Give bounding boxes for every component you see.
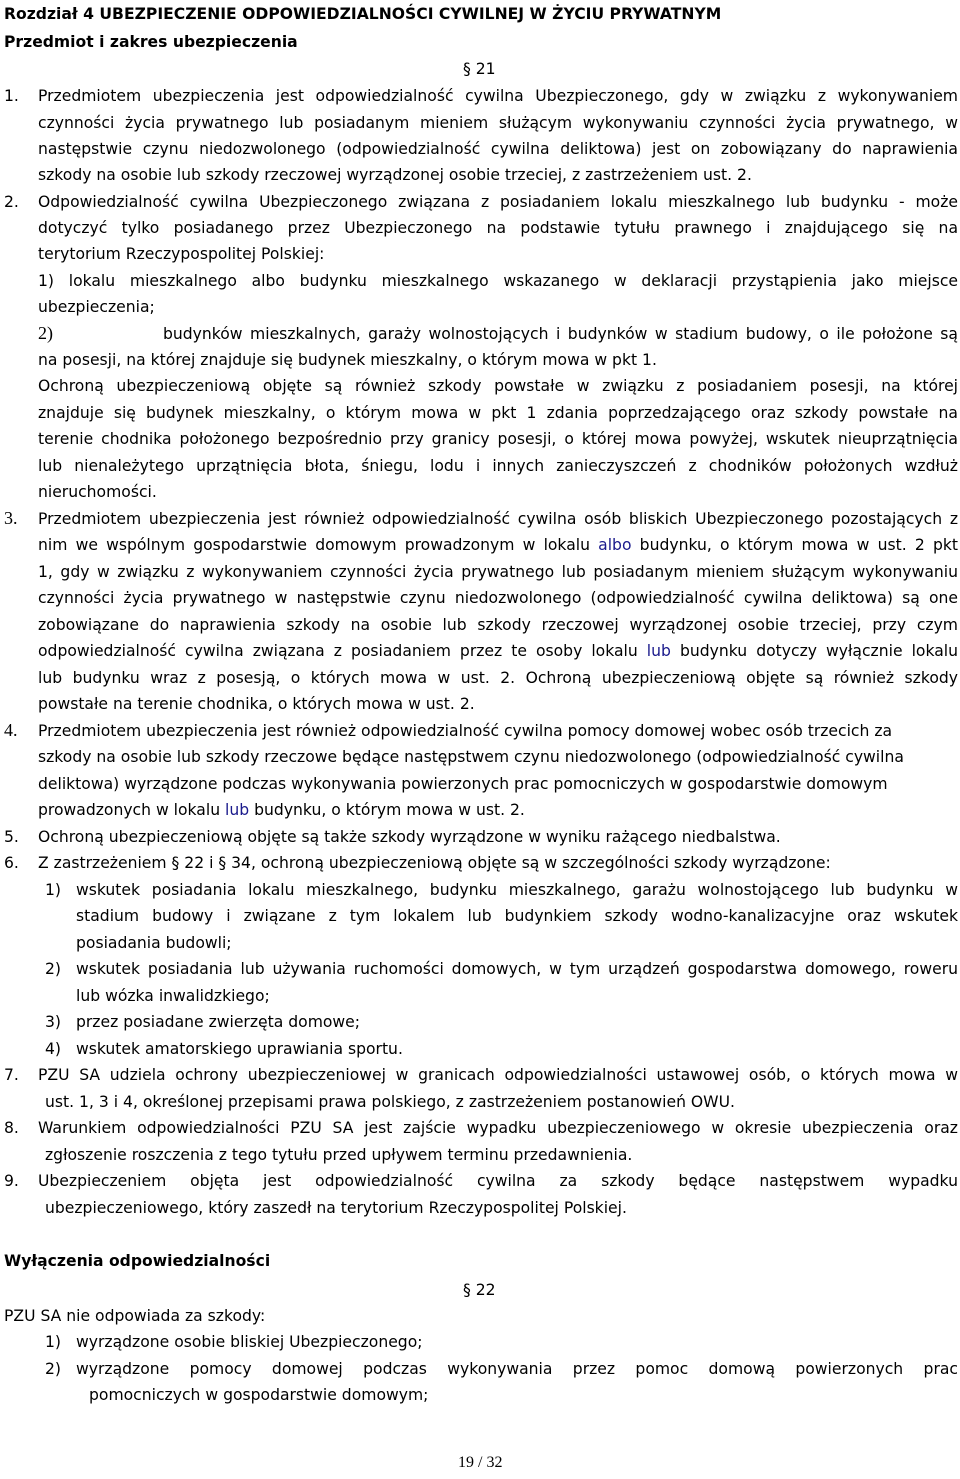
p4-line-1: Przedmiotem ubezpieczenia jest również odpowiedzialność cywilna pomocy domowej wobec osób trzecich za [38,722,893,740]
p5-line-1: Ochroną ubezpieczeniową objęte są także szkody wyrządzone w wyniku rażącego niedbalstwa. [38,828,781,846]
p6-item-4-number: 4) [45,1040,62,1058]
exclusions-intro: PZU SA nie odpowiada za szkody: [4,1307,266,1325]
p2-line-3: terytorium Rzeczypospolitej Polskiej: [38,245,325,263]
p3-line-7: lub budynku wraz z posesją, o których mowa w ust. 2. Ochroną ubezpieczeniową objęte są również szkody [38,669,958,687]
p1-number: 1. [4,87,19,105]
p6-line-1: Z zastrzeżeniem § 22 i § 34, ochroną ubezpieczeniową objęte są w szczególności szkody wyrządzone: [38,854,831,872]
p1-line-1: Przedmiotem ubezpieczenia jest odpowiedzialność cywilna Ubezpieczonego, gdy w związku z wykonywaniem [38,87,958,105]
p2-item-2-line-1: budynków mieszkalnych, garaży wolnostojących i budynków w stadium budowy, o ile położone są [163,325,958,343]
p3-line-6-part-3: budynku dotyczy wyłącznie lokalu [679,642,958,660]
p8-line-1: Warunkiem odpowiedzialności PZU SA jest zajście wypadku ubezpieczeniowego w okresie ubezpieczenia oraz [38,1119,958,1137]
p2-protection-line-4: lub nienależytego uprzątnięcia błota, śniegu, lodu i innych zanieczyszczeń z chodników położonych wzdłuż [38,457,958,475]
p2-protection-line-3: terenie chodnika położonego bezpośrednio przy granicy posesji, o której mowa powyżej, wskutek nieuprzątnięcia [38,430,958,448]
exclusion-item-2-line-1: wyrządzone pomocy domowej podczas wykonywania przez pomoc domową powierzonych prac [76,1360,958,1378]
p2-item-2-number: 2) [38,323,53,343]
p3-line-2-albo: albo [598,536,632,554]
p4-line-4 [38,799,525,821]
p2-number: 2. [4,193,19,211]
p3-line-2-part-1: nim we wspólnym gospodarstwie domowym prowadzonym w lokalu [38,536,590,554]
p8-line-2: zgłoszenie roszczenia z tego tytułu przed upływem terminu przedawnienia. [45,1146,633,1164]
p2-item-2-line-2: na posesji, na której znajduje się budynek mieszkalny, o którym mowa w pkt 1. [38,351,657,369]
p6-item-2-line-2: lub wózka inwalidzkiego; [76,987,270,1005]
p4-number: 4. [4,720,18,740]
p3-line-8: powstałe na terenie chodnika, o których mowa w ust. 2. [38,695,475,713]
p4-line-2: szkody na osobie lub szkody rzeczowe będące następstwem czynu niedozwolonego (odpowiedzialność cywilna [38,748,904,766]
exclusion-item-1-line-1: wyrządzone osobie bliskiej Ubezpieczonego; [76,1333,423,1351]
p3-line-1: Przedmiotem ubezpieczenia jest również odpowiedzialność cywilna osób bliskich Ubezpieczonego pozostających z [38,510,958,528]
page-number: 19 / 32 [458,1454,503,1471]
p3-number: 3. [4,508,18,528]
p6-item-3-number: 3) [45,1013,62,1031]
section-22-label: § 22 [463,1281,496,1299]
p4-line-4-lub: lub [225,801,250,819]
p2-line-2: dotyczyć tylko posiadanego przez Ubezpieczonego na podstawie tytułu prawnego i znajdującego się na [38,219,958,237]
p2-line-1: Odpowiedzialność cywilna Ubezpieczonego związana z posiadaniem lokalu mieszkalnego lub budynku - może [38,193,958,211]
exclusions-title: Wyłączenia odpowiedzialności [4,1252,271,1270]
p4-line-4-part-1: prowadzonych w lokalu [38,801,221,819]
p5-number: 5. [4,828,19,846]
p3-line-6-part-1: odpowiedzialność cywilna związana z posiadaniem przez te osoby lokalu [38,642,638,660]
p7-line-2: ust. 1, 3 i 4, określonej przepisami prawa polskiego, z zastrzeżeniem postanowień OWU. [45,1093,735,1111]
p6-item-3-line-1: przez posiadane zwierzęta domowe; [76,1013,361,1031]
p3-line-6-lub: lub [646,642,671,660]
p6-item-1-line-1: wskutek posiadania lokalu mieszkalnego, budynku mieszkalnego, garażu wolnostojącego lub budynku w [76,881,958,899]
p4-line-3: deliktowa) wyrządzone podczas wykonywania powierzonych prac pomocniczych w gospodarstwie domowym [38,775,888,793]
p3-line-2 [38,534,958,556]
p6-item-2-line-1: wskutek posiadania lub używania ruchomości domowych, w tym urządzeń gospodarstwa domowego, roweru [76,960,958,978]
p9-line-2: ubezpieczeniowego, który zaszedł na terytorium Rzeczypospolitej Polskiej. [45,1199,627,1217]
exclusion-item-2-number: 2) [45,1360,62,1378]
p6-item-4-line-1: wskutek amatorskiego uprawiania sportu. [76,1040,403,1058]
section-21-label: § 21 [463,60,496,78]
p6-item-1-number: 1) [45,881,62,899]
p3-line-6 [38,640,958,662]
p2-protection-line-1: Ochroną ubezpieczeniową objęte są również szkody powstałe w związku z posiadaniem posesji, na której [38,377,958,395]
p7-line-1: PZU SA udziela ochrony ubezpieczeniowej w granicach odpowiedzialności ustawowej osób, o których mowa w [38,1066,958,1084]
p3-line-4: czynności życia prywatnego w następstwie czynu niedozwolonego (odpowiedzialność cywilna deliktowa) są one [38,589,958,607]
p9-line-1: Ubezpieczeniem objęta jest odpowiedzialność cywilna za szkody będące następstwem wypadku [38,1172,958,1190]
p7-number: 7. [4,1066,19,1084]
p6-item-1-line-2: stadium budowy i związane z tym lokalem lub budynkiem szkody wodno-kanalizacyjne oraz wskutek [76,907,958,925]
exclusion-item-2-line-2: pomocniczych w gospodarstwie domowym; [89,1386,429,1404]
p6-item-1-line-3: posiadania budowli; [76,934,232,952]
p6-item-2-number: 2) [45,960,62,978]
p2-protection-line-2: znajduje się budynek mieszkalny, o którym mowa w pkt 1 zdania poprzedzającego oraz szkody powstałe na [38,404,958,422]
chapter-title: Rozdział 4 UBEZPIECZENIE ODPOWIEDZIALNOŚCI CYWILNEJ W ŻYCIU PRYWATNYM [4,5,722,23]
p3-line-3: 1, gdy w związku z wykonywaniem czynności życia prywatnego lub posiadanym mieniem służącym wykonywaniu [38,563,958,581]
exclusion-item-1-number: 1) [45,1333,62,1351]
p4-line-4-part-3: budynku, o którym mowa w ust. 2. [254,801,525,819]
p9-number: 9. [4,1172,19,1190]
p6-number: 6. [4,854,19,872]
p3-line-2-part-3: budynku, o którym mowa w ust. 2 pkt [639,536,958,554]
p2-item-1-line-1: 1) lokalu mieszkalnego albo budynku mieszkalnego wskazanego w deklaracji przystąpienia jako miejsce [38,272,958,290]
p1-line-3: następstwie czynu niedozwolonego (odpowiedzialność cywilna deliktowa) jest on zobowiązany do naprawienia [38,140,958,158]
p2-protection-line-5: nieruchomości. [38,483,157,501]
p8-number: 8. [4,1119,19,1137]
subject-title: Przedmiot i zakres ubezpieczenia [4,33,298,51]
p1-line-2: czynności życia prywatnego lub posiadanym mieniem służącym wykonywaniu czynności życia prywatnego, w [38,114,958,132]
p2-item-1-line-2: ubezpieczenia; [38,298,155,316]
p1-line-4: szkody na osobie lub szkody rzeczowej wyrządzonej osobie trzeciej, z zastrzeżeniem ust. 2. [38,166,752,184]
p3-line-5: zobowiązane do naprawienia szkody na osobie lub szkody rzeczowej wyrządzonej osobie trzeciej, przy czym [38,616,958,634]
